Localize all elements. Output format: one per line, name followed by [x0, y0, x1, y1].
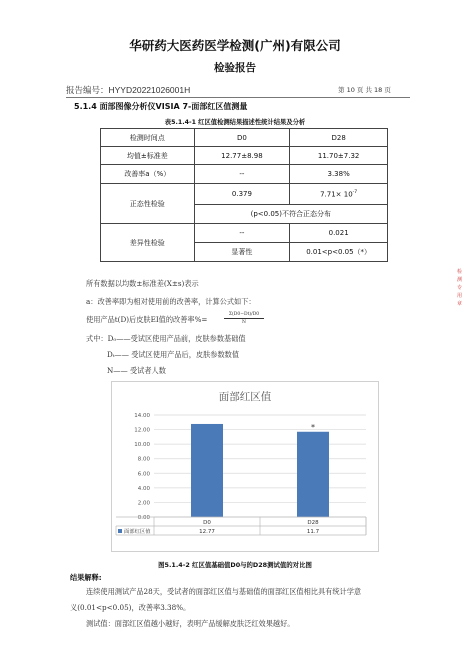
y-tick-label: 8.00	[137, 456, 150, 463]
header-cell: 检测时间点	[101, 129, 195, 147]
note-formula: 使用产品t(D)后皮肤EI值的改善率%=	[86, 315, 208, 324]
y-tick-label: 10.00	[134, 442, 150, 449]
y-tick-label: 2.00	[137, 500, 150, 507]
note-improvement: a：改善率即为相对使用前的改善率，计算公式如下：	[86, 297, 256, 306]
data-label: 12.77	[199, 529, 215, 535]
bar-d28	[297, 432, 329, 517]
note-dt: Dₜ—— 受试区使用产品后，皮肤参数数值	[107, 350, 240, 359]
normality-exponent: -7	[352, 189, 358, 195]
table-cell: 11.70±7.32	[290, 147, 388, 165]
table-cell: 12.77±8.98	[194, 147, 290, 165]
fraction-numerator: Σ(D0−Dt)/D0	[228, 312, 260, 317]
table-row	[101, 165, 388, 184]
row-label: 改善率a（%）	[101, 165, 195, 184]
note-format: 所有数据以均数±标准差(X±s)表示	[86, 279, 199, 288]
row-label: 正态性检验	[101, 184, 195, 224]
data-label: 11.7	[306, 529, 320, 535]
figure-caption: 图5.1.4-2 红区值基础值D0与的D28测试值的对比图	[158, 561, 312, 569]
stats-table	[100, 128, 388, 262]
header-divider	[66, 97, 410, 98]
header-cell: D28	[290, 129, 388, 147]
y-tick-label: 12.00	[134, 427, 150, 434]
y-tick-label: 4.00	[137, 485, 150, 492]
table-cell: 3.38%	[290, 165, 388, 184]
chart-svg	[112, 382, 378, 551]
chart-title: 面部红区值	[218, 391, 272, 403]
company-name: 华研药大医药医学检测(广州)有限公司	[129, 38, 341, 53]
table-cell: 显著性	[194, 243, 290, 262]
table-row	[101, 224, 388, 243]
note-n: N—— 受试者人数	[107, 366, 166, 375]
table-cell: (p<0.05)不符合正态分布	[194, 205, 387, 224]
seal-edge-mark: 检测专用章	[457, 269, 463, 307]
report-number: 报告编号：HYYD20221026001H	[66, 85, 191, 95]
note-d0: 式中：D₀——受试区使用产品前，皮肤参数基础值	[86, 334, 246, 343]
x-tick-label: D28	[307, 520, 319, 526]
header-cell: D0	[194, 129, 290, 147]
table-cell	[290, 184, 388, 205]
fraction-denominator: N	[242, 320, 246, 325]
table-cell: 0.01<p<0.05（*）	[290, 243, 388, 262]
results-line: 连续使用测试产品28天，受试者的面部红区值与基础值的面部红区值相比具有统计学意	[86, 587, 362, 596]
results-line: 义(0.01<p<0.05)，改善率3.38%。	[70, 603, 191, 612]
table-header-row	[101, 129, 388, 147]
results-line: 测试值：面部红区值越小越好，表明产品缓解皮肤泛红效果越好。	[86, 619, 295, 628]
table-row	[101, 184, 388, 205]
table-row	[101, 147, 388, 165]
table-cell: --	[194, 224, 290, 243]
table-cell: --	[194, 165, 290, 184]
significance-marker: *	[311, 422, 315, 432]
document-title: 检验报告	[214, 62, 256, 74]
formula-fraction	[224, 312, 264, 325]
y-tick-label: 6.00	[137, 471, 150, 478]
table-cell: 0.021	[290, 224, 388, 243]
x-tick-label: D0	[203, 520, 211, 526]
page-number: 第 10 页 共 18 页	[338, 86, 391, 94]
row-label: 均值±标准差	[101, 147, 195, 165]
row-label: 差异性检验	[101, 224, 195, 262]
legend-swatch	[118, 529, 122, 533]
table-cell: 0.379	[194, 184, 290, 205]
section-heading: 5.1.4 面部图像分析仪VISIA 7-面部红区值测量	[74, 102, 248, 111]
bar-d0	[191, 424, 223, 517]
legend-label: 面部红区值	[124, 529, 151, 535]
y-tick-label: 14.00	[134, 413, 150, 419]
table-caption: 表5.1.4-1 红区值检测结果描述性统计结果及分析	[164, 119, 306, 126]
bar-chart	[111, 381, 379, 552]
y-tick-label: 0.00	[137, 515, 150, 521]
results-heading: 结果解释:	[70, 573, 102, 582]
fraction-bar	[224, 318, 264, 319]
normality-value: 7.71× 10	[320, 190, 353, 199]
